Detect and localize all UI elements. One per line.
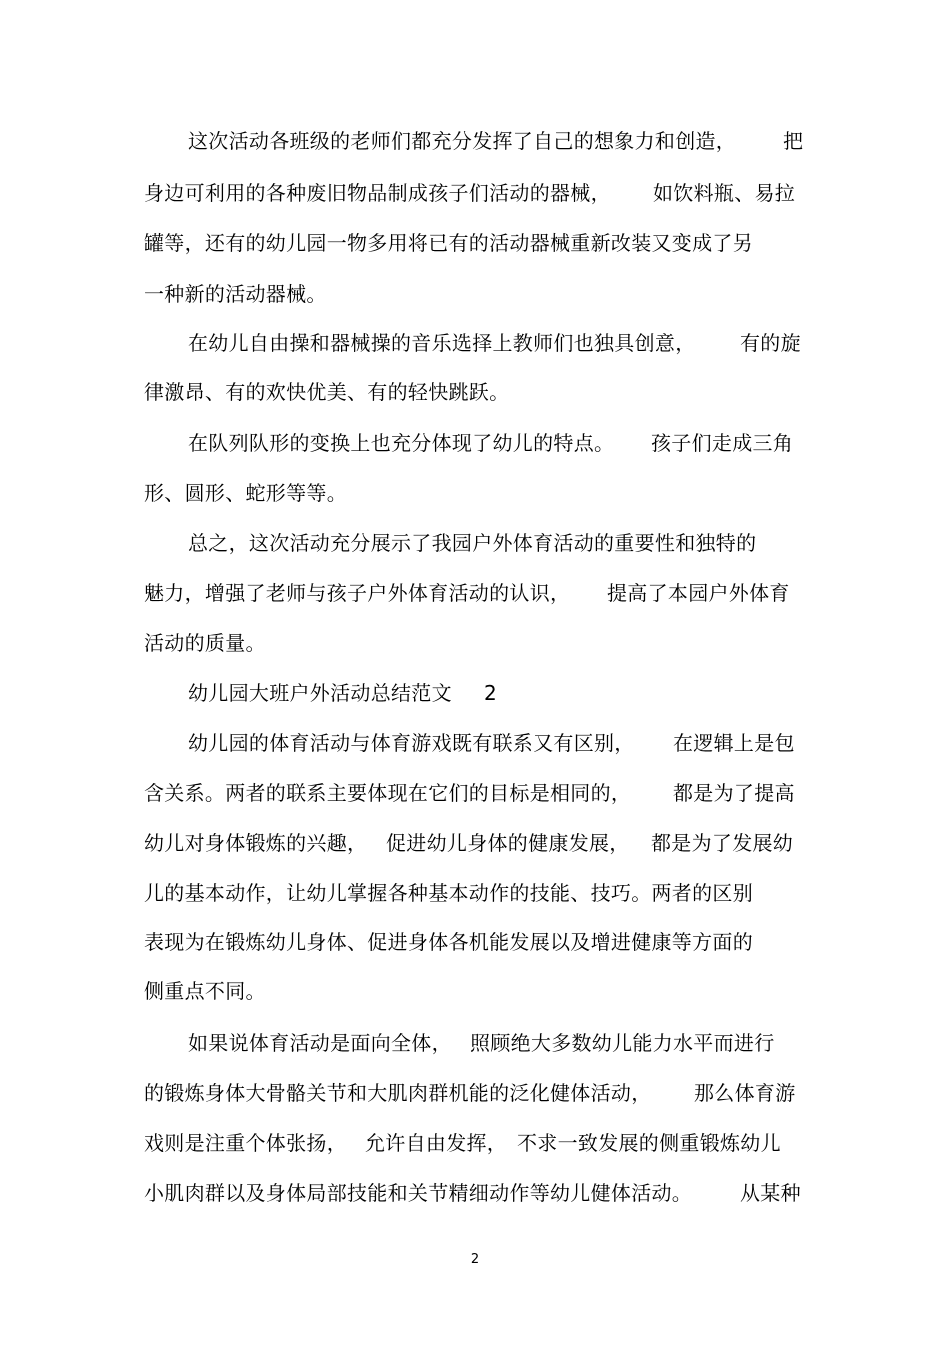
text-line: 表现为在锻炼幼儿身体、促进身体各机能发展以及增进健康等方面的 xyxy=(144,930,753,954)
text-line-tail: 促进幼儿身体的健康发展， xyxy=(386,831,630,855)
text-line-tail: 允许自由发挥， xyxy=(365,1131,508,1155)
text-line-tail: 照顾绝大多数幼儿能力水平而进行 xyxy=(470,1031,775,1055)
text-line: 如果说体育活动是面向全体， xyxy=(188,1031,452,1055)
section-heading-number: 2 xyxy=(484,681,498,705)
text-line: 含关系。两者的联系主要体现在它们的目标是相同的， xyxy=(144,781,632,805)
page-number: 2 xyxy=(470,1252,480,1267)
text-line: 魅力，增强了老师与孩子户外体育活动的认识， xyxy=(144,581,571,605)
text-line: 罐等，还有的幼儿园一物多用将已有的活动器械重新改装又变成了另 xyxy=(144,231,753,255)
text-line: 幼儿对身体锻炼的兴趣， xyxy=(144,831,368,855)
text-line-tail: 不求一致发展的侧重锻炼幼儿 xyxy=(517,1131,781,1155)
text-line-tail: 那么体育游 xyxy=(694,1081,796,1105)
text-line: 一种新的活动器械。 xyxy=(144,282,327,306)
text-line-tail: 都是为了发展幼 xyxy=(651,831,794,855)
text-line: 儿的基本动作，让幼儿掌握各种基本动作的技能、技巧。两者的区别 xyxy=(144,881,753,905)
text-line-tail: 提高了本园户外体育 xyxy=(607,581,790,605)
text-line: 形、圆形、蛇形等等。 xyxy=(144,481,347,505)
text-line: 戏则是注重个体张扬， xyxy=(144,1131,347,1155)
text-line-tail: 在逻辑上是包 xyxy=(673,731,795,755)
text-line: 在队列队形的变换上也充分体现了幼儿的特点。 xyxy=(188,431,615,455)
text-line: 在幼儿自由操和器械操的音乐选择上教师们也独具创意， xyxy=(188,331,696,355)
text-line-tail: 把 xyxy=(783,129,804,153)
text-line-tail: 从某种 xyxy=(740,1181,801,1205)
text-line-tail: 如饮料瓶、易拉 xyxy=(653,181,796,205)
text-line: 的锻炼身体大骨骼关节和大肌肉群机能的泛化健体活动， xyxy=(144,1081,652,1105)
text-line: 律激昂、有的欢快优美、有的轻快跳跃。 xyxy=(144,380,510,404)
text-line: 活动的质量。 xyxy=(144,631,266,655)
text-line: 身边可利用的各种废旧物品制成孩子们活动的器械， xyxy=(144,181,611,205)
text-line: 这次活动各班级的老师们都充分发挥了自己的想象力和创造， xyxy=(188,129,737,153)
text-line: 幼儿园的体育活动与体育游戏既有联系又有区别， xyxy=(188,731,635,755)
text-line-tail: 有的旋 xyxy=(740,331,801,355)
text-line: 侧重点不同。 xyxy=(144,979,266,1003)
text-line: 总之，这次活动充分展示了我园户外体育活动的重要性和独特的 xyxy=(188,531,757,555)
section-heading: 幼儿园大班户外活动总结范文 xyxy=(188,681,452,705)
text-line-tail: 都是为了提高 xyxy=(673,781,795,805)
text-line-tail: 孩子们走成三角 xyxy=(651,431,794,455)
text-line: 小肌肉群以及身体局部技能和关节精细动作等幼儿健体活动。 xyxy=(144,1181,693,1205)
